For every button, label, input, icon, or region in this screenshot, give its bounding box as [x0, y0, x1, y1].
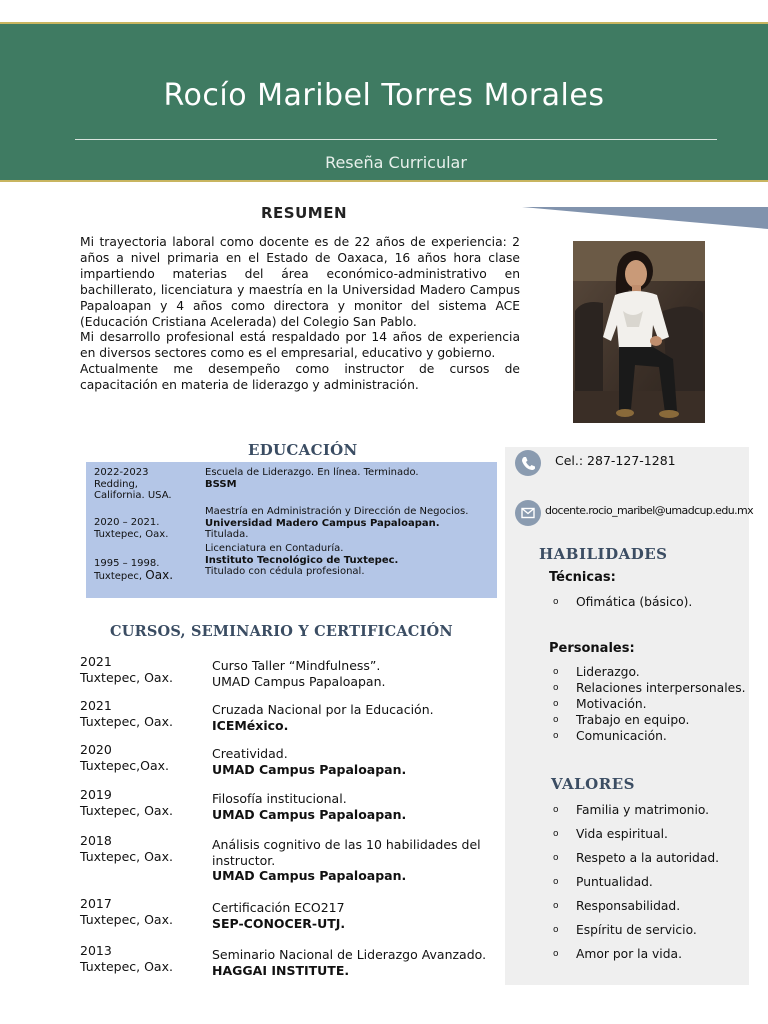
- course-year: 2019: [80, 787, 112, 802]
- course-year: 2018: [80, 833, 112, 848]
- tecnicas-label: Técnicas:: [549, 570, 616, 585]
- course-place: Tuxtepec, Oax.: [80, 713, 173, 729]
- course-org: HAGGAI INSTITUTE.: [212, 962, 350, 978]
- valores-list: [550, 798, 719, 966]
- course-year: 2021: [80, 654, 112, 669]
- edu-entry-details: [205, 543, 495, 578]
- list-item: o Espíritu de servicio.: [550, 918, 719, 942]
- edu-program: Licenciatura en Contaduría.: [205, 543, 344, 554]
- list-item: o Ofimática (básico).: [550, 594, 692, 610]
- edu-entry-details: [205, 467, 495, 490]
- course-title: Seminario Nacional de Liderazgo Avanzado.: [212, 947, 487, 962]
- course-title: Cruzada Nacional por la Educación.: [212, 702, 434, 717]
- edu-institution: Universidad Madero Campus Papaloapan.: [205, 517, 440, 529]
- course-place: Tuxtepec, Oax.: [80, 848, 173, 864]
- personales-label: Personales:: [549, 641, 635, 656]
- habilidades-heading: HABILIDADES: [539, 545, 668, 563]
- course-title: Filosofía institucional.: [212, 791, 347, 806]
- list-item: o Motivación.: [550, 697, 746, 713]
- list-item: o Puntualidad.: [550, 870, 719, 894]
- list-item: o Trabajo en equipo.: [550, 713, 746, 729]
- course-place: Tuxtepec, Oax.: [80, 669, 173, 685]
- edu-program: Maestría en Administración y Dirección de Negocios.: [205, 506, 469, 517]
- phone-icon: [515, 450, 541, 476]
- list-item: o Relaciones interpersonales.: [550, 681, 746, 697]
- list-item: o Comunicación.: [550, 729, 746, 745]
- educacion-heading: EDUCACIÓN: [248, 441, 358, 459]
- edu-entry-dates: [94, 517, 199, 540]
- list-item: o Respeto a la autoridad.: [550, 846, 719, 870]
- list-item: o Amor por la vida.: [550, 942, 719, 966]
- course-org: UMAD Campus Papaloapan.: [212, 806, 407, 822]
- course-place: Tuxtepec, Oax.: [80, 911, 173, 927]
- edu-status: Titulada.: [205, 529, 249, 541]
- course-org: SEP-CONOCER-UTJ.: [212, 915, 346, 931]
- course-year: 2020: [80, 742, 112, 757]
- header-bottom-line: [0, 180, 768, 182]
- course-title: Creatividad.: [212, 746, 288, 761]
- edu-dates: 1995 – 1998.: [94, 558, 160, 569]
- course-year: 2021: [80, 698, 112, 713]
- edu-entry-details: [205, 506, 495, 541]
- edu-place: Tuxtepec, Oax.: [94, 528, 169, 540]
- list-item: o Responsabilidad.: [550, 894, 719, 918]
- edu-institution: BSSM: [205, 478, 237, 490]
- email-address: docente.rocio_maribel@umadcup.edu.mx: [545, 504, 754, 517]
- resumen-paragraph: Mi desarrollo profesional está respaldado por 14 años de experiencia en diversos sectores como es el empresarial, educativo y gobierno.: [80, 330, 520, 361]
- valores-heading: VALORES: [551, 775, 635, 793]
- edu-institution: Instituto Tecnológico de Tuxtepec.: [205, 554, 399, 566]
- course-year: 2013: [80, 943, 112, 958]
- course-org: UMAD Campus Papaloapan.: [212, 673, 386, 689]
- edu-place: California. USA.: [94, 490, 172, 502]
- course-org: UMAD Campus Papaloapan.: [212, 868, 407, 883]
- candidate-name: Rocío Maribel Torres Morales: [163, 78, 605, 113]
- resumen-paragraph: Mi trayectoria laboral como docente es de 22 años de experiencia: 2 años a nivel primaria en el Estado de Oaxaca, 16 años hora clase impartiendo materias del área económico-administrativo en bachillerato, licenciatura y maestría en la Universidad Madero Campus Papaloapan y 4 años como directora y monitor del sistema ACE (Educación Cristiana Acelerada) del Colegio San Pablo.: [80, 235, 520, 329]
- edu-entry-dates: [94, 558, 199, 582]
- resumen-heading: RESUMEN: [261, 204, 348, 222]
- header-divider: [75, 139, 717, 140]
- tecnicas-list: [550, 594, 692, 610]
- list-item: o Liderazgo.: [550, 665, 746, 681]
- document-subtitle: Reseña Curricular: [325, 153, 467, 172]
- profile-photo: [573, 241, 705, 423]
- course-year: 2017: [80, 896, 112, 911]
- course-title: Certificación ECO217: [212, 900, 345, 915]
- course-org: ICEMéxico.: [212, 717, 289, 733]
- decorative-wedge: [522, 207, 768, 229]
- personales-list: [550, 665, 746, 745]
- envelope-icon: [515, 500, 541, 526]
- list-item: o Vida espiritual.: [550, 822, 719, 846]
- resumen-text: [80, 235, 520, 394]
- edu-dates: 2020 – 2021.: [94, 517, 160, 528]
- cursos-heading: CURSOS, SEMINARIO Y CERTIFICACIÓN: [110, 623, 453, 640]
- list-item: o Familia y matrimonio.: [550, 798, 719, 822]
- course-place: Tuxtepec, Oax.: [80, 802, 173, 818]
- edu-place: Tuxtepec,: [94, 570, 143, 582]
- course-place: Tuxtepec,Oax.: [80, 757, 169, 773]
- course-title: Curso Taller “Mindfulness”.: [212, 658, 381, 673]
- edu-program: Escuela de Liderazgo. En línea. Terminado.: [205, 467, 419, 478]
- course-org: UMAD Campus Papaloapan.: [212, 761, 407, 777]
- course-place: Tuxtepec, Oax.: [80, 958, 173, 974]
- edu-place: Redding,: [94, 478, 138, 490]
- course-title: Análisis cognitivo de las 10 habilidades del instructor.: [212, 837, 481, 868]
- edu-dates: 2022-2023: [94, 467, 149, 478]
- edu-place: Oax.: [145, 567, 174, 582]
- resumen-paragraph: Actualmente me desempeño como instructor de cursos de capacitación en materia de liderazgo y administración.: [80, 362, 520, 393]
- edu-entry-dates: [94, 467, 199, 502]
- edu-status: Titulado con cédula profesional.: [205, 566, 365, 578]
- phone-number: Cel.: 287-127-1281: [555, 453, 676, 468]
